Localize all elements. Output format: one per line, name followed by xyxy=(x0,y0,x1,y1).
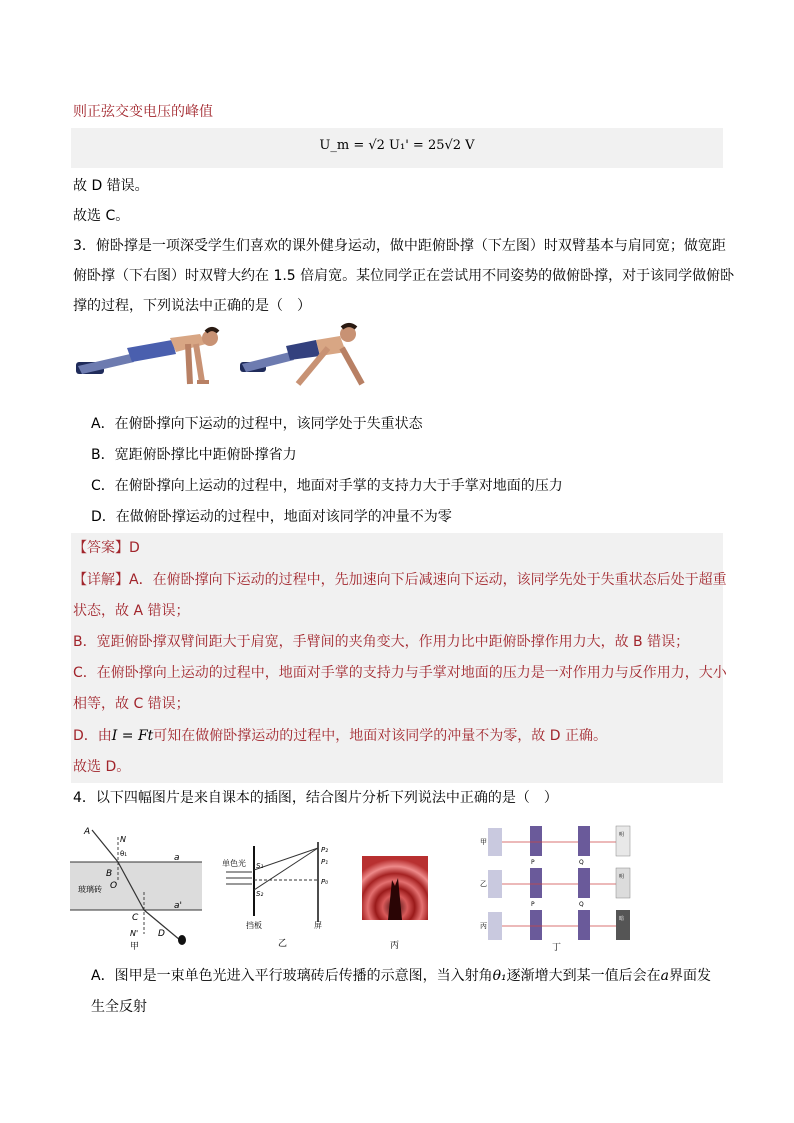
q4-stem: 4．以下四幅图片是来自课本的插图，结合图片分析下列说法中正确的是（ ） xyxy=(73,790,558,806)
svg-text:单色光: 单色光 xyxy=(222,859,246,868)
svg-text:屏: 屏 xyxy=(314,921,322,930)
svg-text:乙: 乙 xyxy=(480,880,487,888)
figure-ding xyxy=(478,824,638,952)
theta-symbol: θ₁ xyxy=(492,968,507,984)
svg-text:P: P xyxy=(531,901,535,908)
q3-choose: 故选 D。 xyxy=(73,759,131,775)
interface-a-symbol: a xyxy=(660,968,669,984)
q3-detail-d: D．由I = Ft可知在做俯卧撑运动的过程中，地面对该同学的冲量不为零，故 D 正确。 xyxy=(73,728,607,744)
svg-text:A: A xyxy=(84,827,91,837)
q3-detail-a-line2: 状态，故 A 错误； xyxy=(73,603,190,619)
q3-detail-a-line1 xyxy=(73,570,727,590)
svg-text:明: 明 xyxy=(619,874,625,880)
pushup-figures xyxy=(72,322,372,402)
peak-intro: 则正弦交变电压的峰值 xyxy=(73,104,213,120)
q3-stem-line1: 3．俯卧撑是一项深受学生们喜欢的课外健身运动，做中距俯卧撑（下左图）时双臂基本与肩同宽；做宽距 xyxy=(73,238,726,254)
svg-text:a': a' xyxy=(174,901,182,911)
q3-option-d: D．在做俯卧撑运动的过程中，地面对该同学的冲量不为零 xyxy=(91,509,452,525)
peak-formula: U_m = √2 U₁' = 25√2 V xyxy=(319,138,475,153)
svg-text:丙: 丙 xyxy=(480,922,487,930)
svg-text:D: D xyxy=(158,929,165,939)
svg-text:S₂: S₂ xyxy=(256,890,264,898)
ding-row-3 xyxy=(480,910,630,940)
q3-detail-b: B．宽距俯卧撑双臂间距大于肩宽，手臂间的夹角变大，作用力比中距俯卧撑作用力大，故 B 错误； xyxy=(73,634,690,650)
svg-text:乙: 乙 xyxy=(278,939,288,949)
svg-text:丙: 丙 xyxy=(390,941,400,951)
q3-option-c: C．在俯卧撑向上运动的过程中，地面对手掌的支持力大于手掌对地面的压力 xyxy=(91,478,563,494)
svg-text:N: N xyxy=(120,835,126,844)
ding-row-2 xyxy=(480,868,630,908)
svg-text:暗: 暗 xyxy=(619,916,625,922)
svg-text:甲: 甲 xyxy=(480,838,487,846)
figure-yi xyxy=(222,842,334,950)
figure-jia xyxy=(70,822,202,952)
pushup-wide-figure xyxy=(240,325,362,384)
svg-text:O: O xyxy=(110,881,118,891)
choose-c: 故选 C。 xyxy=(73,208,130,224)
svg-text:N': N' xyxy=(130,929,139,938)
q3-detail-c-line1: C．在俯卧撑向上运动的过程中，地面对手掌的支持力与手掌对地面的压力是一对作用力与反作用力，大小 xyxy=(73,665,727,681)
ding-row-1 xyxy=(480,826,630,866)
q3-stem-line2: 俯卧撑（下右图）时双臂大约在 1.5 倍肩宽。某位同学正在尝试用不同姿势的做俯卧撑，对于该同学做俯卧 xyxy=(73,268,735,284)
svg-text:P₂: P₂ xyxy=(321,846,329,854)
q3-answer: 【答案】D xyxy=(73,540,140,556)
pushup-medium-figure xyxy=(76,329,218,384)
svg-text:甲: 甲 xyxy=(130,942,140,952)
svg-text:a: a xyxy=(174,853,180,863)
svg-text:P₀: P₀ xyxy=(321,878,329,886)
svg-text:S₁: S₁ xyxy=(256,862,264,870)
svg-text:P₁: P₁ xyxy=(321,858,329,866)
svg-text:挡板: 挡板 xyxy=(246,921,262,930)
svg-text:C: C xyxy=(132,913,139,923)
detail-a-text: A．在俯卧撑向下运动的过程中，先加速向下后减速向下运动，该同学先处于失重状态后处于超重 xyxy=(129,572,727,588)
svg-text:玻璃砖: 玻璃砖 xyxy=(78,885,102,894)
svg-text:丁: 丁 xyxy=(552,943,562,952)
svg-text:Q: Q xyxy=(579,859,584,866)
q3-option-b: B．宽距俯卧撑比中距俯卧撑省力 xyxy=(91,447,297,463)
q3-option-a: A．在俯卧撑向下运动的过程中，该同学处于失重状态 xyxy=(91,416,423,432)
q4-option-a-line2: 生全反射 xyxy=(91,999,147,1015)
d-wrong: 故 D 错误。 xyxy=(73,178,149,194)
figure-bing xyxy=(362,856,432,952)
impulse-formula: I = Ft xyxy=(111,728,154,744)
q4-option-a-line1: A．图甲是一束单色光进入平行玻璃砖后传播的示意图，当入射角θ₁逐渐增大到某一值后会在a界面发 xyxy=(91,968,711,984)
q3-detail-c-line2: 相等，故 C 错误； xyxy=(73,696,190,712)
detail-tag: 【详解】 xyxy=(73,572,129,588)
q3-stem-line3: 撑的过程，下列说法中正确的是（ ） xyxy=(73,298,311,314)
svg-text:明: 明 xyxy=(619,832,625,838)
svg-text:θ₁: θ₁ xyxy=(120,850,128,858)
svg-text:P: P xyxy=(531,859,535,866)
svg-text:Q: Q xyxy=(579,901,584,908)
svg-text:B: B xyxy=(106,869,113,879)
